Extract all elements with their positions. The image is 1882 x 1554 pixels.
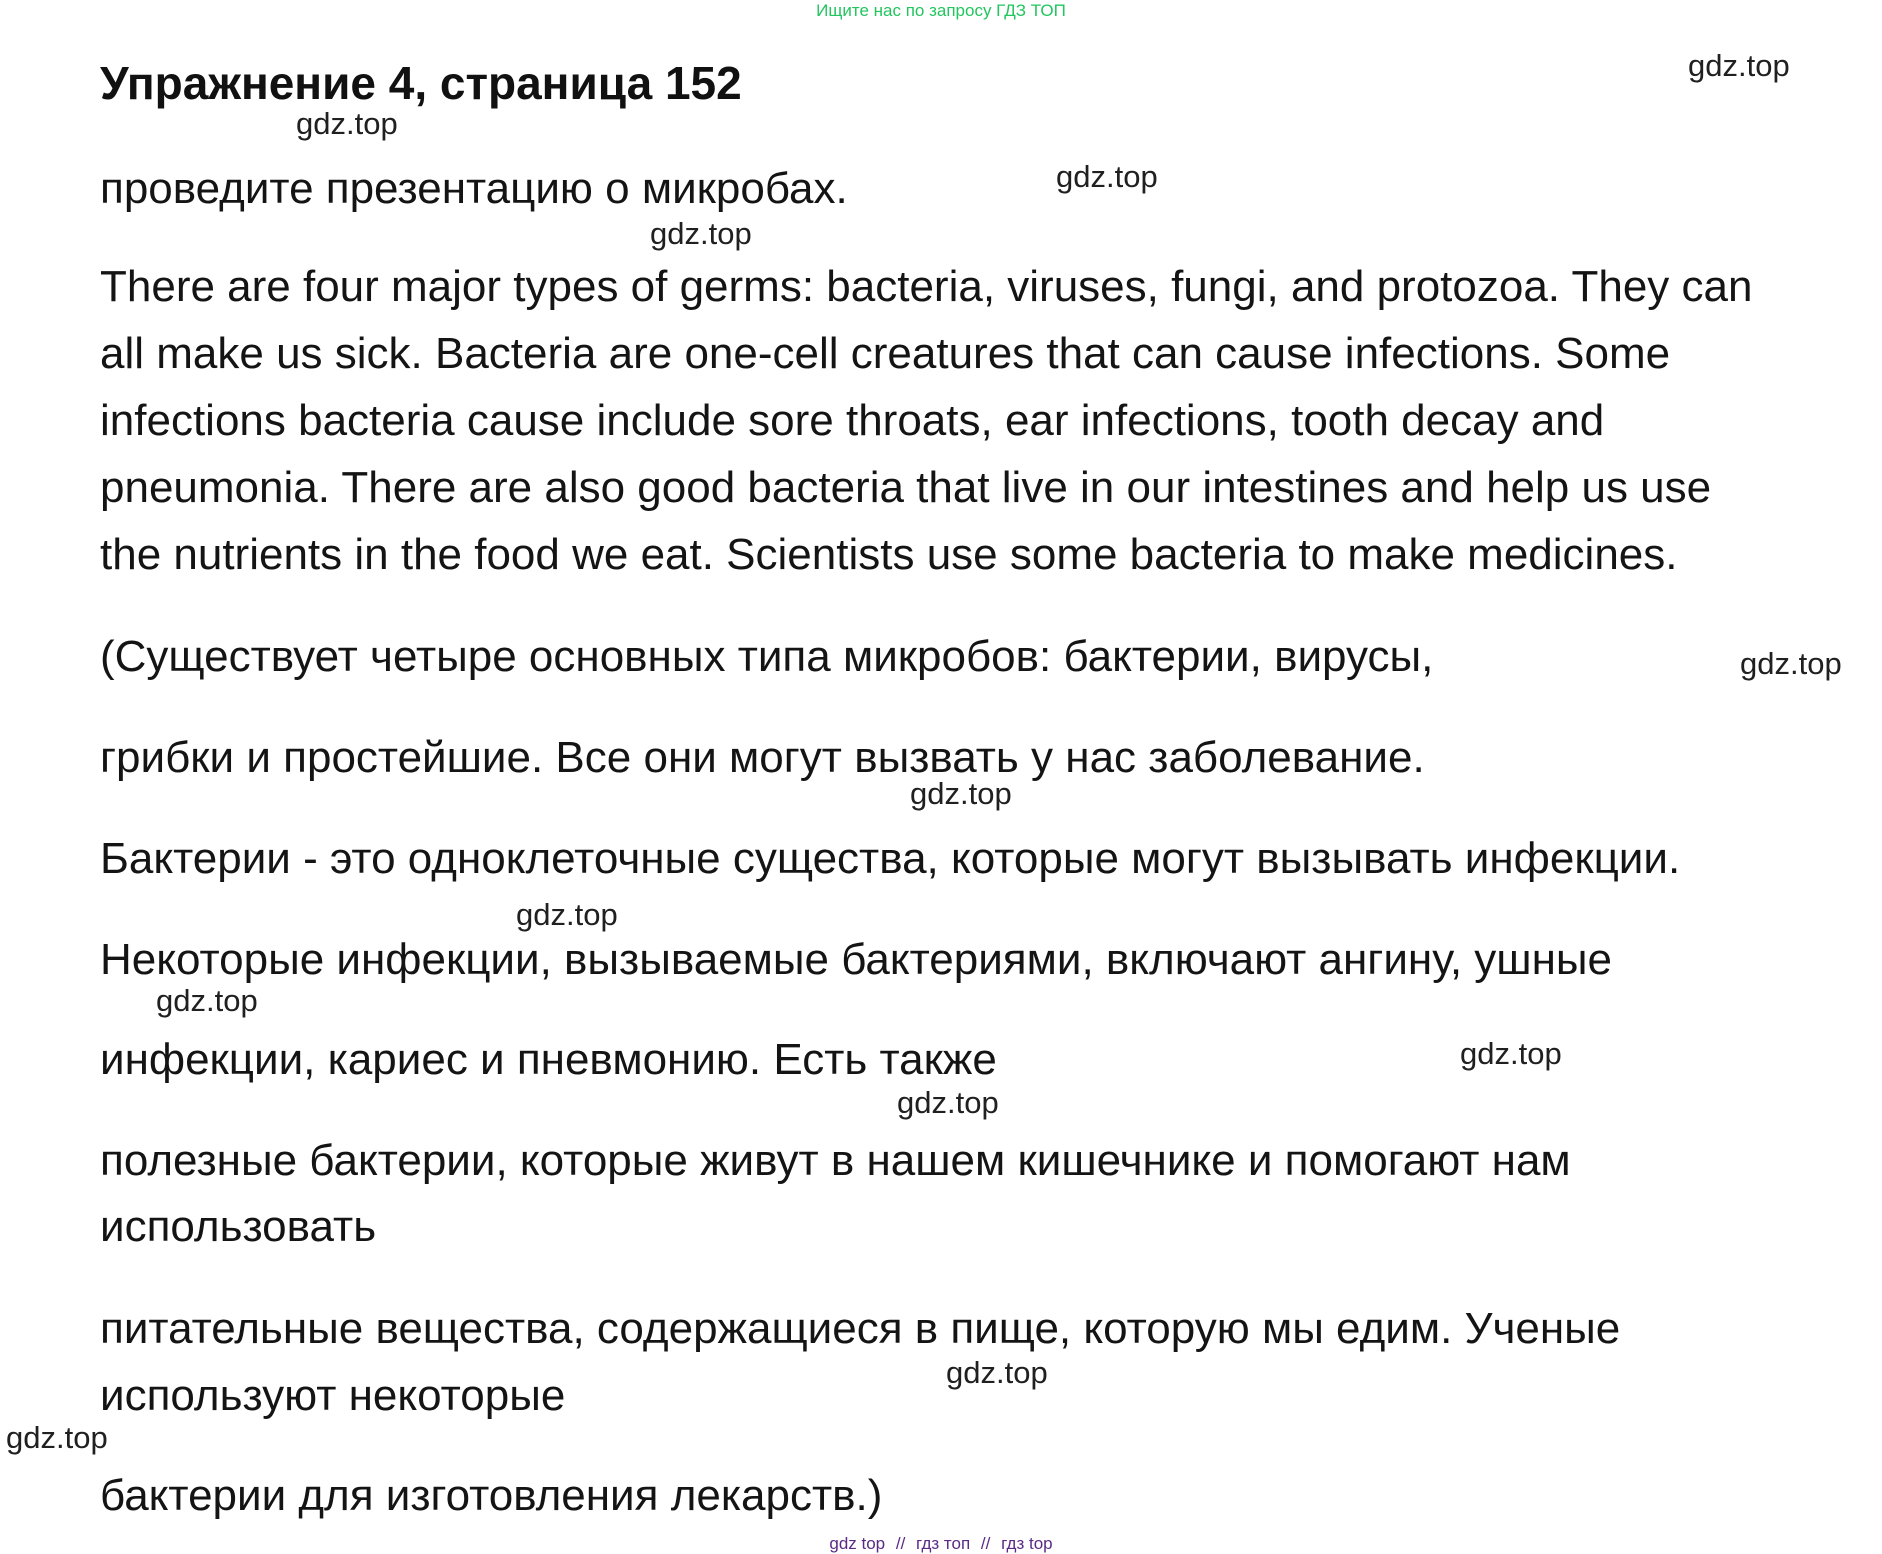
watermark: gdz.top — [946, 1355, 1048, 1390]
russian-line: используют некоторые — [100, 1371, 566, 1420]
watermark: gdz.top — [516, 897, 618, 932]
footer-links — [0, 1534, 1882, 1554]
english-line: pneumonia. There are also good bacteria that live in our intestines and help us use — [100, 463, 1712, 512]
watermark: gdz.top — [1688, 48, 1790, 83]
footer-link-gdz-top[interactable]: gdz top — [829, 1534, 886, 1553]
russian-line: инфекции, кариес и пневмонию. Есть также — [100, 1035, 997, 1084]
footer-link-gdz-top-mixed[interactable]: гдз top — [1001, 1534, 1053, 1553]
russian-line: Некоторые инфекции, вызываемые бактериями, включают ангину, ушные — [100, 935, 1612, 984]
watermark: gdz.top — [897, 1085, 999, 1120]
russian-line: питательные вещества, содержащиеся в пище, которую мы едим. Ученые — [100, 1304, 1621, 1353]
footer-separator: // — [980, 1534, 991, 1553]
russian-line: полезные бактерии, которые живут в нашем кишечнике и помогают нам — [100, 1136, 1571, 1185]
russian-line: (Существует четыре основных типа микробов: бактерии, вирусы, — [100, 632, 1434, 681]
english-line: There are four major types of germs: bacteria, viruses, fungi, and protozoa. They can — [100, 262, 1753, 311]
watermark: gdz.top — [1740, 646, 1842, 681]
english-line: all make us sick. Bacteria are one-cell creatures that can cause infections. Some — [100, 329, 1671, 378]
footer-link-gdz-top-ru[interactable]: гдз топ — [916, 1534, 971, 1553]
russian-line: грибки и простейшие. Все они могут вызвать у нас заболевание. — [100, 733, 1425, 782]
watermark: gdz.top — [6, 1420, 108, 1455]
russian-line: использовать — [100, 1202, 377, 1251]
watermark: gdz.top — [296, 106, 398, 141]
watermark: gdz.top — [1460, 1036, 1562, 1071]
watermark: gdz.top — [910, 776, 1012, 811]
page-title: Упражнение 4, страница 152 — [100, 57, 742, 109]
watermark: gdz.top — [1056, 159, 1158, 194]
russian-line: бактерии для изготовления лекарств.) — [100, 1471, 883, 1520]
english-line: infections bacteria cause include sore throats, ear infections, tooth decay and — [100, 396, 1605, 445]
footer-separator: // — [895, 1534, 906, 1553]
top-banner: Ищите нас по запросу ГДЗ ТОП — [816, 1, 1066, 20]
task-text: проведите презентацию о микробах. — [100, 164, 848, 213]
watermark: gdz.top — [156, 983, 258, 1018]
russian-line: Бактерии - это одноклеточные существа, которые могут вызывать инфекции. — [100, 834, 1681, 883]
watermark: gdz.top — [650, 216, 752, 251]
english-line: the nutrients in the food we eat. Scientists use some bacteria to make medicines. — [100, 530, 1678, 579]
